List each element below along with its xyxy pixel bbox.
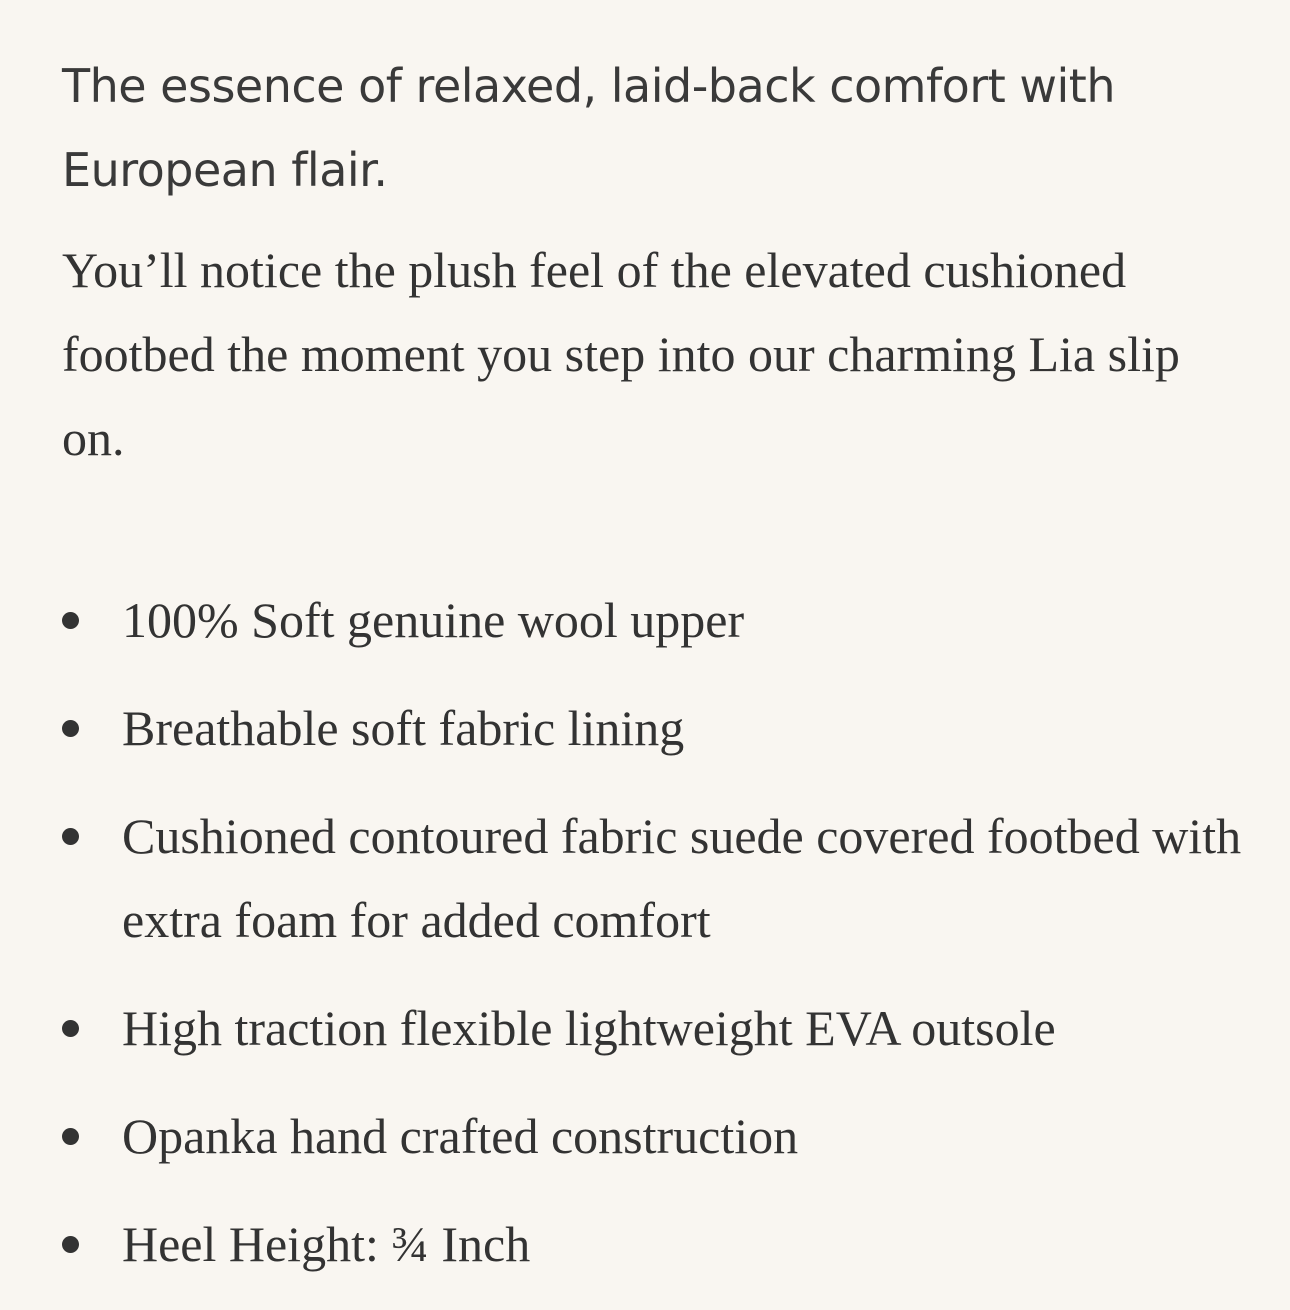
feature-list (62, 578, 1252, 1286)
bullet-icon (62, 828, 79, 845)
description-heading: The essence of relaxed, laid-back comfort with European flair. (62, 59, 1115, 197)
feature-item (62, 1094, 1252, 1178)
bullet-icon (62, 1236, 79, 1253)
feature-text: Heel Height: ¾ Inch (122, 1216, 531, 1272)
feature-item (62, 1202, 1252, 1286)
bullet-icon (62, 1020, 79, 1037)
feature-item (62, 986, 1252, 1070)
feature-item (62, 578, 1252, 662)
feature-text: Opanka hand crafted construction (122, 1108, 799, 1164)
product-description (62, 44, 1252, 1310)
feature-text: 100% Soft genuine wool upper (122, 592, 745, 648)
bullet-icon (62, 612, 79, 629)
feature-item (62, 794, 1252, 962)
description-intro: You’ll notice the plush feel of the elevated cushioned footbed the moment you step into our charming Lia slip on. (62, 242, 1180, 466)
feature-text: Cushioned contoured fabric suede covered footbed with extra foam for added comfort (122, 808, 1242, 948)
bullet-icon (62, 720, 79, 737)
feature-text: High traction flexible lightweight EVA outsole (122, 1000, 1056, 1056)
bullet-icon (62, 1128, 79, 1145)
feature-item (62, 686, 1252, 770)
feature-text: Breathable soft fabric lining (122, 700, 685, 756)
